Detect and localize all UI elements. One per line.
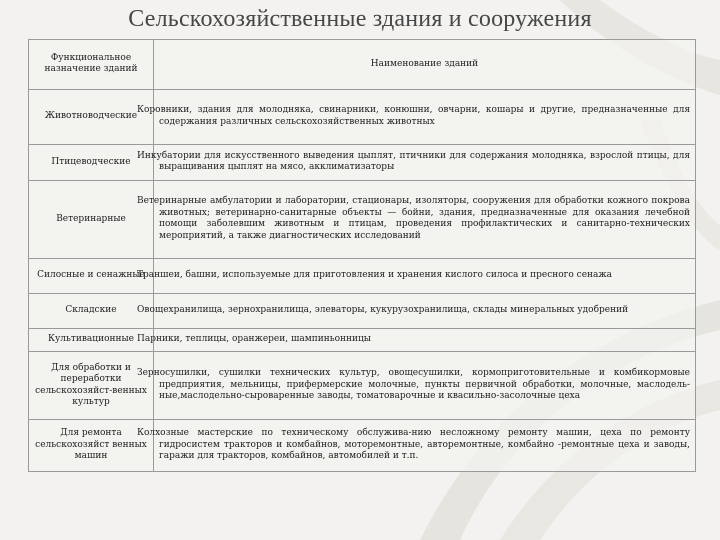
row-category: Животноводческие (29, 89, 154, 145)
row-category: Складские (29, 294, 154, 329)
row-description: Коровники, здания для молодняка, свинарники, конюшни, овчарни, кошары и другие, предназначенные для содержания различных сельскохозяйственных животных (154, 89, 696, 145)
table-row (29, 420, 696, 472)
row-category: Для ремонта сельскохозяйст венных машин (29, 420, 154, 472)
buildings-table (28, 39, 696, 472)
row-description: Траншеи, башни, используемые для приготовления и хранения кислого силоса и пресного сенажа (154, 259, 696, 294)
row-description: Овощехранилища, зернохранилища, элеваторы, кукурузохранилища, склады минеральных удобрений (154, 294, 696, 329)
page-title: Сельскохозяйственные здания и сооружения (128, 6, 592, 32)
row-description: Парники, теплицы, оранжереи, шампиньонницы (154, 329, 696, 352)
row-category: Силосные и сенажные (29, 259, 154, 294)
row-category: Для обработки и переработки сельскохозяйст-венных культур (29, 352, 154, 420)
row-category: Птицеводческие (29, 145, 154, 180)
table-row (29, 89, 696, 145)
table-row (29, 352, 696, 420)
table-row (29, 145, 696, 180)
row-description: Зерносушилки, сушилки технических культур, овощесушилки, кормоприготовительные и комбикормовые предприятия, мельницы, прифермерские молочные, пункты первичной обработки, молочные, маслодель-ные,маслодельно-сыроваренные заводы, томатоварочные и квасильно-засолочные цеха (154, 352, 696, 420)
table-row (29, 294, 696, 329)
table-row (29, 259, 696, 294)
row-category: Культивационные (29, 329, 154, 352)
header-buildings: Наименование зданий (154, 40, 696, 90)
table-header-row (29, 40, 696, 90)
row-category: Ветеринарные (29, 180, 154, 259)
row-description: Ветеринарные амбулатории и лаборатории, стационары, изоляторы, сооружения для обработки кожного покрова животных; ветеринарно-санитарные объекты — бойни, здания, предназначенные для оказания лечебной помощи заболевшим животным и птицам, проведения профилактических и санитарно-технических мероприятий, а также диагностических исследований (154, 180, 696, 259)
table-row (29, 180, 696, 259)
row-description: Колхозные мастерские по техническому обслужива-нию несложному ремонту машин, цеха по ремонту гидросистем тракторов и комбайнов, моторемонтные, авторемонтные, комбайно -ремонтные цеха и заводы, гаражи для тракторов, комбайнов, автомобилей и т.п. (154, 420, 696, 472)
table-row (29, 329, 696, 352)
header-function: Функциональное назначение зданий (29, 40, 154, 90)
row-description: Инкубатории для искусственного выведения цыплят, птичники для содержания молодняка, взрослой птицы, для выращивания цыплят на мясо, акклиматизаторы (154, 145, 696, 180)
